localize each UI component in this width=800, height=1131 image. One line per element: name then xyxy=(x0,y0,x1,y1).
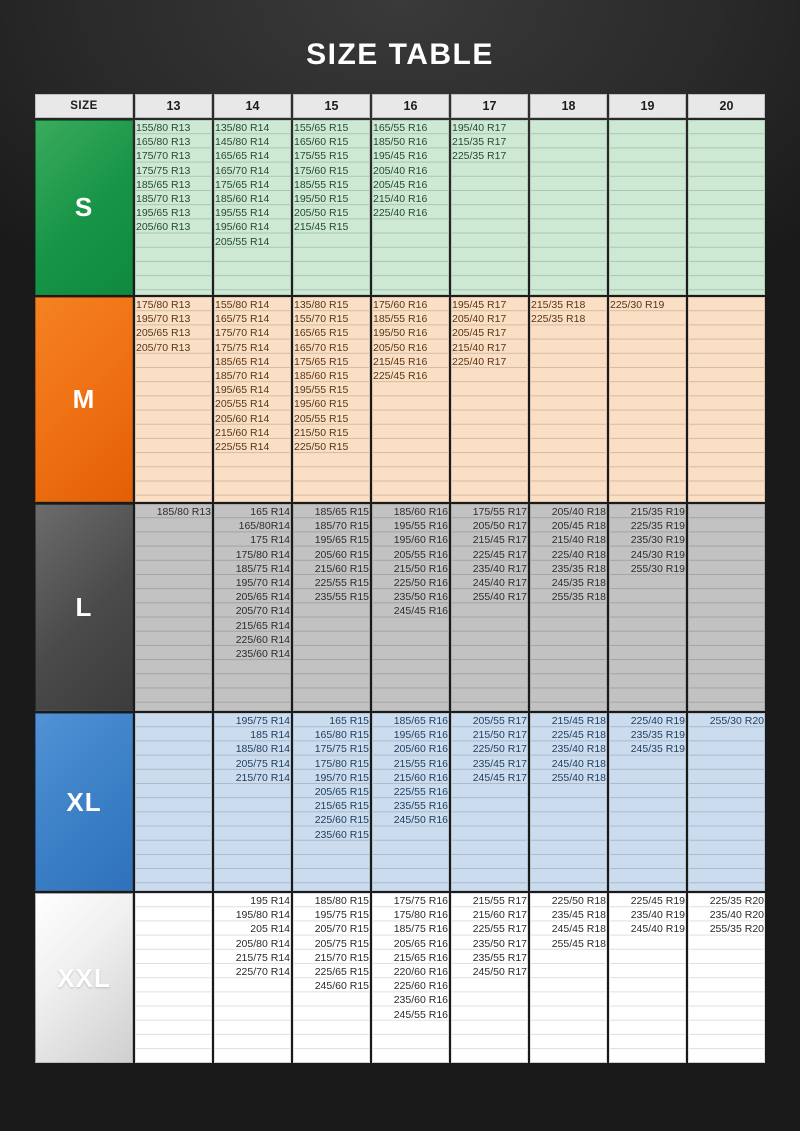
tire-size: 205/50 R17 xyxy=(472,520,527,533)
tire-size: 165/80 R15 xyxy=(314,729,369,742)
tire-size: 215/55 R16 xyxy=(393,757,448,770)
tire-size: 235/55 R16 xyxy=(393,800,448,813)
tire-size: 225/45 R19 xyxy=(630,895,685,907)
cell-xl-19 xyxy=(609,713,686,891)
tire-size: 235/50 R16 xyxy=(393,591,448,604)
column-header-size: SIZE xyxy=(35,94,133,118)
tire-size: 155/80 R14 xyxy=(215,299,270,311)
tire-size: 235/30 R19 xyxy=(630,534,685,547)
tire-size: 195/65 R16 xyxy=(393,729,448,742)
size-badge-xxl xyxy=(35,893,133,1063)
tire-size: 255/30 R20 xyxy=(709,715,764,727)
tire-size: 205/55 R14 xyxy=(215,235,270,248)
tire-size: 205/60 R13 xyxy=(136,221,191,234)
tire-size: 195/45 R17 xyxy=(452,299,507,311)
size-badge-s xyxy=(35,120,133,295)
tire-size: 185 R14 xyxy=(250,729,290,742)
tire-size: 205/65 R15 xyxy=(314,786,369,799)
cell-xxl-17 xyxy=(451,893,528,1063)
column-header-19: 19 xyxy=(609,94,686,118)
tire-size: 165/55 R16 xyxy=(373,122,428,134)
tire-size: 195/50 R16 xyxy=(373,327,428,340)
tire-size: 185/55 R15 xyxy=(294,178,349,191)
tire-size: 215/60 R16 xyxy=(393,771,448,784)
tire-size: 225/45 R16 xyxy=(373,370,428,383)
tire-size-table xyxy=(33,92,767,1065)
tire-size: 225/40 R16 xyxy=(373,207,428,220)
tire-size: 185/65 R13 xyxy=(136,178,191,191)
tire-size: 205/50 R15 xyxy=(294,207,349,220)
tire-size: 195/40 R17 xyxy=(452,122,507,134)
cell-s-17 xyxy=(451,120,528,295)
cell-s-14 xyxy=(214,120,291,295)
cell-s-20 xyxy=(688,120,765,295)
tire-size: 205/75 R15 xyxy=(314,937,369,950)
tire-size: 135/80 R15 xyxy=(294,299,349,311)
tire-size: 185/70 R14 xyxy=(215,370,270,383)
tire-size: 225/55 R14 xyxy=(215,441,270,454)
tire-size: 235/60 R14 xyxy=(235,648,290,661)
cell-s-19 xyxy=(609,120,686,295)
cell-m-16 xyxy=(372,297,449,502)
tire-size: 195/70 R15 xyxy=(314,771,369,784)
tire-size: 195/70 R14 xyxy=(235,577,290,590)
size-badge-xl xyxy=(35,713,133,891)
tire-size: 205/65 R14 xyxy=(235,591,290,604)
tire-size: 185/70 R13 xyxy=(136,193,191,206)
tire-size: 235/55 R15 xyxy=(314,591,369,604)
tire-size: 185/50 R16 xyxy=(373,136,428,149)
tire-size: 235/60 R16 xyxy=(393,994,448,1007)
cell-xl-15 xyxy=(293,713,370,891)
table-row xyxy=(35,120,765,295)
tire-size: 165/65 R15 xyxy=(294,327,349,340)
tire-size: 225/50 R15 xyxy=(294,441,349,454)
tire-size: 215/45 R18 xyxy=(551,715,606,727)
tire-size: 185/80 R13 xyxy=(156,506,211,518)
tire-size: 195/65 R13 xyxy=(136,207,191,220)
tire-size: 235/35 R19 xyxy=(630,729,685,742)
tire-size: 175/60 R15 xyxy=(294,164,349,177)
tire-size: 225/40 R19 xyxy=(630,715,685,727)
tire-size: 245/30 R19 xyxy=(630,548,685,561)
tire-size: 185/65 R16 xyxy=(393,715,448,727)
tire-size: 225/35 R18 xyxy=(531,313,586,326)
tire-size: 215/45 R17 xyxy=(472,534,527,547)
tire-size: 205/40 R16 xyxy=(373,164,428,177)
tire-size: 215/35 R19 xyxy=(630,506,685,518)
tire-size: 195/60 R15 xyxy=(294,398,349,411)
tire-size: 205 R14 xyxy=(250,923,290,936)
tire-size: 245/50 R16 xyxy=(393,814,448,827)
tire-size: 245/40 R19 xyxy=(630,923,685,936)
tire-size: 175/75 R16 xyxy=(393,895,448,907)
tire-size: 225/55 R17 xyxy=(472,923,527,936)
tire-size: 175/70 R13 xyxy=(136,150,191,163)
tire-size: 175/75 R15 xyxy=(314,743,369,756)
tire-size: 195/55 R16 xyxy=(393,520,448,533)
tire-size: 195/65 R15 xyxy=(314,534,369,547)
cell-xl-18 xyxy=(530,713,607,891)
tire-size: 255/45 R18 xyxy=(551,937,606,950)
tire-size: 215/65 R14 xyxy=(235,619,290,632)
tire-size: 215/40 R17 xyxy=(452,341,507,354)
tire-size: 175 R14 xyxy=(250,534,290,547)
tire-size: 215/35 R18 xyxy=(531,299,586,311)
tire-size: 185/75 R14 xyxy=(235,562,290,575)
tire-size: 205/70 R15 xyxy=(314,923,369,936)
cell-m-13 xyxy=(135,297,212,502)
table-row xyxy=(35,713,765,891)
tire-size: 205/45 R18 xyxy=(551,520,606,533)
size-badge-l xyxy=(35,504,133,711)
tire-size: 225/35 R19 xyxy=(630,520,685,533)
tire-size: 205/45 R17 xyxy=(452,327,507,340)
tire-size: 175/65 R14 xyxy=(215,178,270,191)
cell-s-13 xyxy=(135,120,212,295)
tire-size: 165/70 R14 xyxy=(215,164,270,177)
tire-size: 165/80R14 xyxy=(238,520,290,533)
tire-size: 215/55 R17 xyxy=(472,895,527,907)
tire-size: 215/50 R15 xyxy=(294,426,349,439)
cell-xl-14 xyxy=(214,713,291,891)
cell-xl-20 xyxy=(688,713,765,891)
tire-size: 195/80 R14 xyxy=(235,909,290,922)
tire-size: 225/70 R14 xyxy=(235,966,290,979)
tire-size: 235/60 R15 xyxy=(314,828,369,841)
tire-size: 195/55 R14 xyxy=(215,207,270,220)
cell-xxl-18 xyxy=(530,893,607,1063)
tire-size: 165/60 R15 xyxy=(294,136,349,149)
tire-size: 175/55 R15 xyxy=(294,150,349,163)
tire-size: 175/60 R16 xyxy=(373,299,428,311)
tire-size: 175/55 R17 xyxy=(472,506,527,518)
tire-size: 235/35 R18 xyxy=(551,562,606,575)
tire-size: 165/80 R13 xyxy=(136,136,191,149)
cell-m-19 xyxy=(609,297,686,502)
tire-size: 245/40 R18 xyxy=(551,757,606,770)
table-row xyxy=(35,893,765,1063)
cell-xl-13 xyxy=(135,713,212,891)
tire-size: 145/80 R14 xyxy=(215,136,270,149)
tire-size: 165/75 R14 xyxy=(215,313,270,326)
tire-size: 185/80 R14 xyxy=(235,743,290,756)
tire-size: 215/65 R15 xyxy=(314,800,369,813)
tire-size: 245/55 R16 xyxy=(393,1008,448,1021)
size-badge-label: L xyxy=(75,592,93,622)
tire-size: 215/70 R14 xyxy=(235,771,290,784)
tire-size: 205/75 R14 xyxy=(235,757,290,770)
page-title: SIZE TABLE xyxy=(306,38,494,71)
tire-size: 175/70 R14 xyxy=(215,327,270,340)
tire-size: 205/40 R18 xyxy=(551,506,606,518)
column-header-18: 18 xyxy=(530,94,607,118)
cell-l-17 xyxy=(451,504,528,711)
tire-size: 185/70 R15 xyxy=(314,520,369,533)
tire-size: 155/70 R15 xyxy=(294,313,349,326)
tire-size: 175/65 R15 xyxy=(294,355,349,368)
tire-size: 215/65 R16 xyxy=(393,951,448,964)
tire-size: 245/45 R16 xyxy=(393,605,448,618)
tire-size: 215/40 R18 xyxy=(551,534,606,547)
tire-size: 165 R15 xyxy=(329,715,369,727)
tire-size: 245/40 R17 xyxy=(472,577,527,590)
tire-size: 245/45 R18 xyxy=(551,923,606,936)
tire-size: 185/60 R15 xyxy=(294,370,349,383)
cell-xxl-13 xyxy=(135,893,212,1063)
tire-size: 225/40 R17 xyxy=(452,355,507,368)
tire-size: 225/45 R18 xyxy=(551,729,606,742)
tire-size: 195/75 R15 xyxy=(314,909,369,922)
tire-size: 235/45 R18 xyxy=(551,909,606,922)
column-header-14: 14 xyxy=(214,94,291,118)
tire-size: 225/55 R15 xyxy=(314,577,369,590)
tire-size: 215/70 R15 xyxy=(314,951,369,964)
tire-size: 185/75 R16 xyxy=(393,923,448,936)
tire-size: 225/60 R14 xyxy=(235,633,290,646)
tire-size: 195/70 R13 xyxy=(136,313,191,326)
tire-size: 205/40 R17 xyxy=(452,313,507,326)
tire-size: 215/60 R14 xyxy=(215,426,270,439)
cell-m-20 xyxy=(688,297,765,502)
column-header-15: 15 xyxy=(293,94,370,118)
table-body xyxy=(35,120,765,1063)
tire-size: 235/40 R20 xyxy=(709,909,764,922)
tire-size: 245/50 R17 xyxy=(472,966,527,979)
size-badge-label: XL xyxy=(66,786,102,817)
tire-size: 245/35 R19 xyxy=(630,743,685,756)
tire-size: 235/40 R18 xyxy=(551,743,606,756)
tire-size: 135/80 R14 xyxy=(215,122,270,134)
cell-l-13 xyxy=(135,504,212,711)
tire-size: 195/50 R15 xyxy=(294,193,349,206)
tire-size: 215/40 R16 xyxy=(373,193,428,206)
tire-size: 255/40 R17 xyxy=(472,591,527,604)
column-header-16: 16 xyxy=(372,94,449,118)
column-header-20: 20 xyxy=(688,94,765,118)
tire-size: 155/80 R13 xyxy=(136,122,191,134)
cell-l-16 xyxy=(372,504,449,711)
tire-size: 175/80 R15 xyxy=(314,757,369,770)
tire-size: 235/40 R19 xyxy=(630,909,685,922)
cell-s-15 xyxy=(293,120,370,295)
tire-size: 245/60 R15 xyxy=(314,980,369,993)
tire-size: 215/35 R17 xyxy=(452,136,507,149)
tire-size: 225/35 R17 xyxy=(452,150,507,163)
tire-size: 225/65 R15 xyxy=(314,966,369,979)
tire-size: 175/80 R14 xyxy=(235,548,290,561)
tire-size: 215/50 R17 xyxy=(472,729,527,742)
tire-size: 165 R14 xyxy=(250,506,290,518)
tire-size: 215/75 R14 xyxy=(235,951,290,964)
tire-size: 245/35 R18 xyxy=(551,577,606,590)
tire-size: 205/50 R16 xyxy=(373,341,428,354)
tire-size: 225/55 R16 xyxy=(393,786,448,799)
size-badge-label: M xyxy=(72,384,96,414)
tire-size: 185/65 R15 xyxy=(314,506,369,518)
tire-size: 175/75 R14 xyxy=(215,341,270,354)
tire-size: 215/45 R15 xyxy=(294,221,349,234)
column-header-17: 17 xyxy=(451,94,528,118)
tire-size: 235/40 R17 xyxy=(472,562,527,575)
tire-size: 255/30 R19 xyxy=(630,562,685,575)
table-row xyxy=(35,297,765,502)
tire-size: 185/65 R14 xyxy=(215,355,270,368)
tire-size: 205/60 R14 xyxy=(215,412,270,425)
size-badge-m xyxy=(35,297,133,502)
cell-xxl-15 xyxy=(293,893,370,1063)
tire-size: 205/60 R16 xyxy=(393,743,448,756)
cell-m-17 xyxy=(451,297,528,502)
tire-size: 235/50 R17 xyxy=(472,937,527,950)
column-header-13: 13 xyxy=(135,94,212,118)
tire-size: 205/80 R14 xyxy=(235,937,290,950)
tire-size: 175/80 R16 xyxy=(393,909,448,922)
tire-size: 175/80 R13 xyxy=(136,299,191,311)
tire-size: 225/30 R19 xyxy=(610,299,665,311)
tire-size: 195/65 R14 xyxy=(215,384,270,397)
tire-size: 255/40 R18 xyxy=(551,771,606,784)
tire-size: 225/45 R17 xyxy=(472,548,527,561)
table-row xyxy=(35,504,765,711)
tire-size: 235/55 R17 xyxy=(472,951,527,964)
cell-m-18 xyxy=(530,297,607,502)
header-row xyxy=(35,94,765,118)
tire-size: 195/55 R15 xyxy=(294,384,349,397)
tire-size: 225/60 R15 xyxy=(314,814,369,827)
cell-xxl-14 xyxy=(214,893,291,1063)
tire-size: 235/45 R17 xyxy=(472,757,527,770)
tire-size: 175/75 R13 xyxy=(136,164,191,177)
tire-size: 205/60 R15 xyxy=(314,548,369,561)
cell-l-18 xyxy=(530,504,607,711)
tire-size: 155/65 R15 xyxy=(294,122,349,134)
tire-size: 205/55 R15 xyxy=(294,412,349,425)
tire-size: 225/40 R18 xyxy=(551,548,606,561)
tire-size: 225/50 R16 xyxy=(393,577,448,590)
cell-s-16 xyxy=(372,120,449,295)
tire-size: 255/35 R20 xyxy=(709,923,764,936)
tire-size: 225/50 R17 xyxy=(472,743,527,756)
tire-size: 225/60 R16 xyxy=(393,980,448,993)
tire-size: 195/45 R16 xyxy=(373,150,428,163)
tire-size: 195/60 R16 xyxy=(393,534,448,547)
size-badge-label: XXL xyxy=(57,962,111,993)
cell-s-18 xyxy=(530,120,607,295)
tire-size: 185/60 R14 xyxy=(215,193,270,206)
table-header xyxy=(35,94,765,118)
tire-size: 185/60 R16 xyxy=(393,506,448,518)
tire-size: 165/65 R14 xyxy=(215,150,270,163)
tire-size: 205/65 R13 xyxy=(136,327,191,340)
tire-size: 195/75 R14 xyxy=(235,715,290,727)
cell-m-15 xyxy=(293,297,370,502)
tire-size: 165/70 R15 xyxy=(294,341,349,354)
cell-l-20 xyxy=(688,504,765,711)
tire-size: 215/60 R15 xyxy=(314,562,369,575)
tire-size: 225/35 R20 xyxy=(709,895,764,907)
tire-size: 205/55 R17 xyxy=(472,715,527,727)
cell-xl-16 xyxy=(372,713,449,891)
cell-xxl-19 xyxy=(609,893,686,1063)
cell-xxl-20 xyxy=(688,893,765,1063)
tire-size: 255/35 R18 xyxy=(551,591,606,604)
size-badge-label: S xyxy=(74,192,94,222)
cell-m-14 xyxy=(214,297,291,502)
tire-size: 185/55 R16 xyxy=(373,313,428,326)
tire-size: 205/55 R14 xyxy=(215,398,270,411)
cell-l-15 xyxy=(293,504,370,711)
tire-size: 205/65 R16 xyxy=(393,937,448,950)
tire-size: 225/50 R18 xyxy=(551,895,606,907)
tire-size: 205/70 R13 xyxy=(136,341,191,354)
cell-xxl-16 xyxy=(372,893,449,1063)
tire-size: 220/60 R16 xyxy=(393,966,448,979)
cell-l-14 xyxy=(214,504,291,711)
tire-size: 185/80 R15 xyxy=(314,895,369,907)
tire-size: 195/60 R14 xyxy=(215,221,270,234)
cell-l-19 xyxy=(609,504,686,711)
tire-size: 205/45 R16 xyxy=(373,178,428,191)
cell-xl-17 xyxy=(451,713,528,891)
tire-size: 215/60 R17 xyxy=(472,909,527,922)
tire-size: 215/45 R16 xyxy=(373,355,428,368)
tire-size: 215/50 R16 xyxy=(393,562,448,575)
tire-size: 205/70 R14 xyxy=(235,605,290,618)
tire-size: 195 R14 xyxy=(250,895,290,907)
tire-size: 245/45 R17 xyxy=(472,771,527,784)
tire-size: 205/55 R16 xyxy=(393,548,448,561)
